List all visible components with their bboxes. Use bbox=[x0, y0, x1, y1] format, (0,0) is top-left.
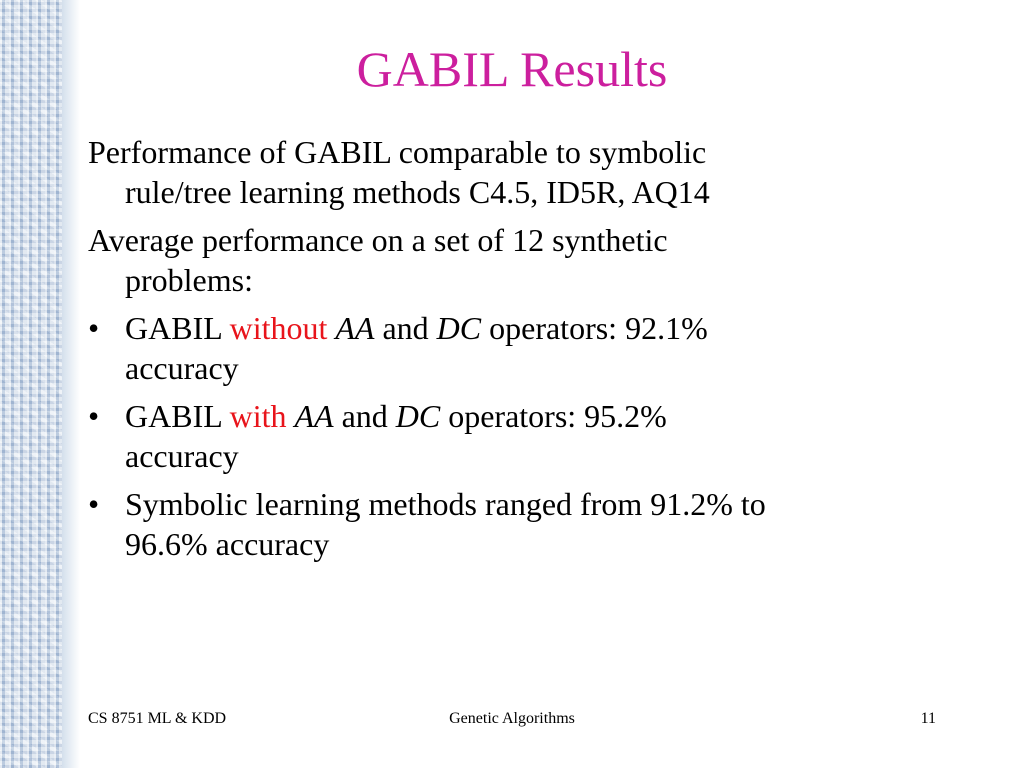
bullet-with-text-h: accuracy bbox=[125, 438, 239, 474]
bullet-with-text-e: and bbox=[333, 398, 396, 434]
bullet-without-text-e: and bbox=[374, 310, 437, 346]
bullet-item-with bbox=[88, 396, 968, 476]
bullet-with-dc: DC bbox=[395, 398, 441, 434]
slide-content bbox=[88, 132, 968, 572]
footer-page-number: 11 bbox=[920, 710, 936, 727]
bullet-without-text-g: operators: 92.1% bbox=[481, 310, 708, 346]
bullet-with-text-g: operators: 95.2% bbox=[440, 398, 667, 434]
paragraph-performance-line1: Performance of GABIL comparable to symbolic bbox=[88, 134, 707, 170]
bullet-item-without bbox=[88, 308, 968, 388]
paragraph-average-line2: problems: bbox=[125, 262, 253, 298]
paragraph-average bbox=[88, 220, 968, 300]
bullet-without-highlight: without bbox=[229, 310, 328, 346]
bullet-marker: • bbox=[88, 398, 100, 434]
paragraph-performance bbox=[88, 132, 968, 212]
bullet-marker: • bbox=[88, 486, 100, 522]
paragraph-performance-line2: rule/tree learning methods C4.5, ID5R, AQ14 bbox=[125, 174, 710, 210]
paragraph-average-line1: Average performance on a set of 12 synthetic bbox=[88, 222, 668, 258]
bullet-with-text-a: GABIL bbox=[125, 398, 230, 434]
bullet-marker: • bbox=[88, 310, 100, 346]
footer-course: CS 8751 ML & KDD bbox=[88, 710, 227, 727]
bullet-symbolic-line1: Symbolic learning methods ranged from 91.2% to bbox=[125, 486, 766, 522]
bullet-with-highlight: with bbox=[229, 398, 287, 434]
bullet-without-dc: DC bbox=[436, 310, 482, 346]
bullet-without-text-a: GABIL bbox=[125, 310, 230, 346]
bullet-with-aa: AA bbox=[294, 398, 334, 434]
bullet-without-text-h: accuracy bbox=[125, 350, 239, 386]
bullet-symbolic-line2: 96.6% accuracy bbox=[125, 526, 330, 562]
bullet-without-aa: AA bbox=[335, 310, 375, 346]
footer-topic: Genetic Algorithms bbox=[449, 710, 575, 727]
side-texture-decoration bbox=[0, 0, 62, 768]
bullet-item-symbolic bbox=[88, 484, 968, 564]
slide-title: GABIL Results bbox=[356, 41, 668, 97]
